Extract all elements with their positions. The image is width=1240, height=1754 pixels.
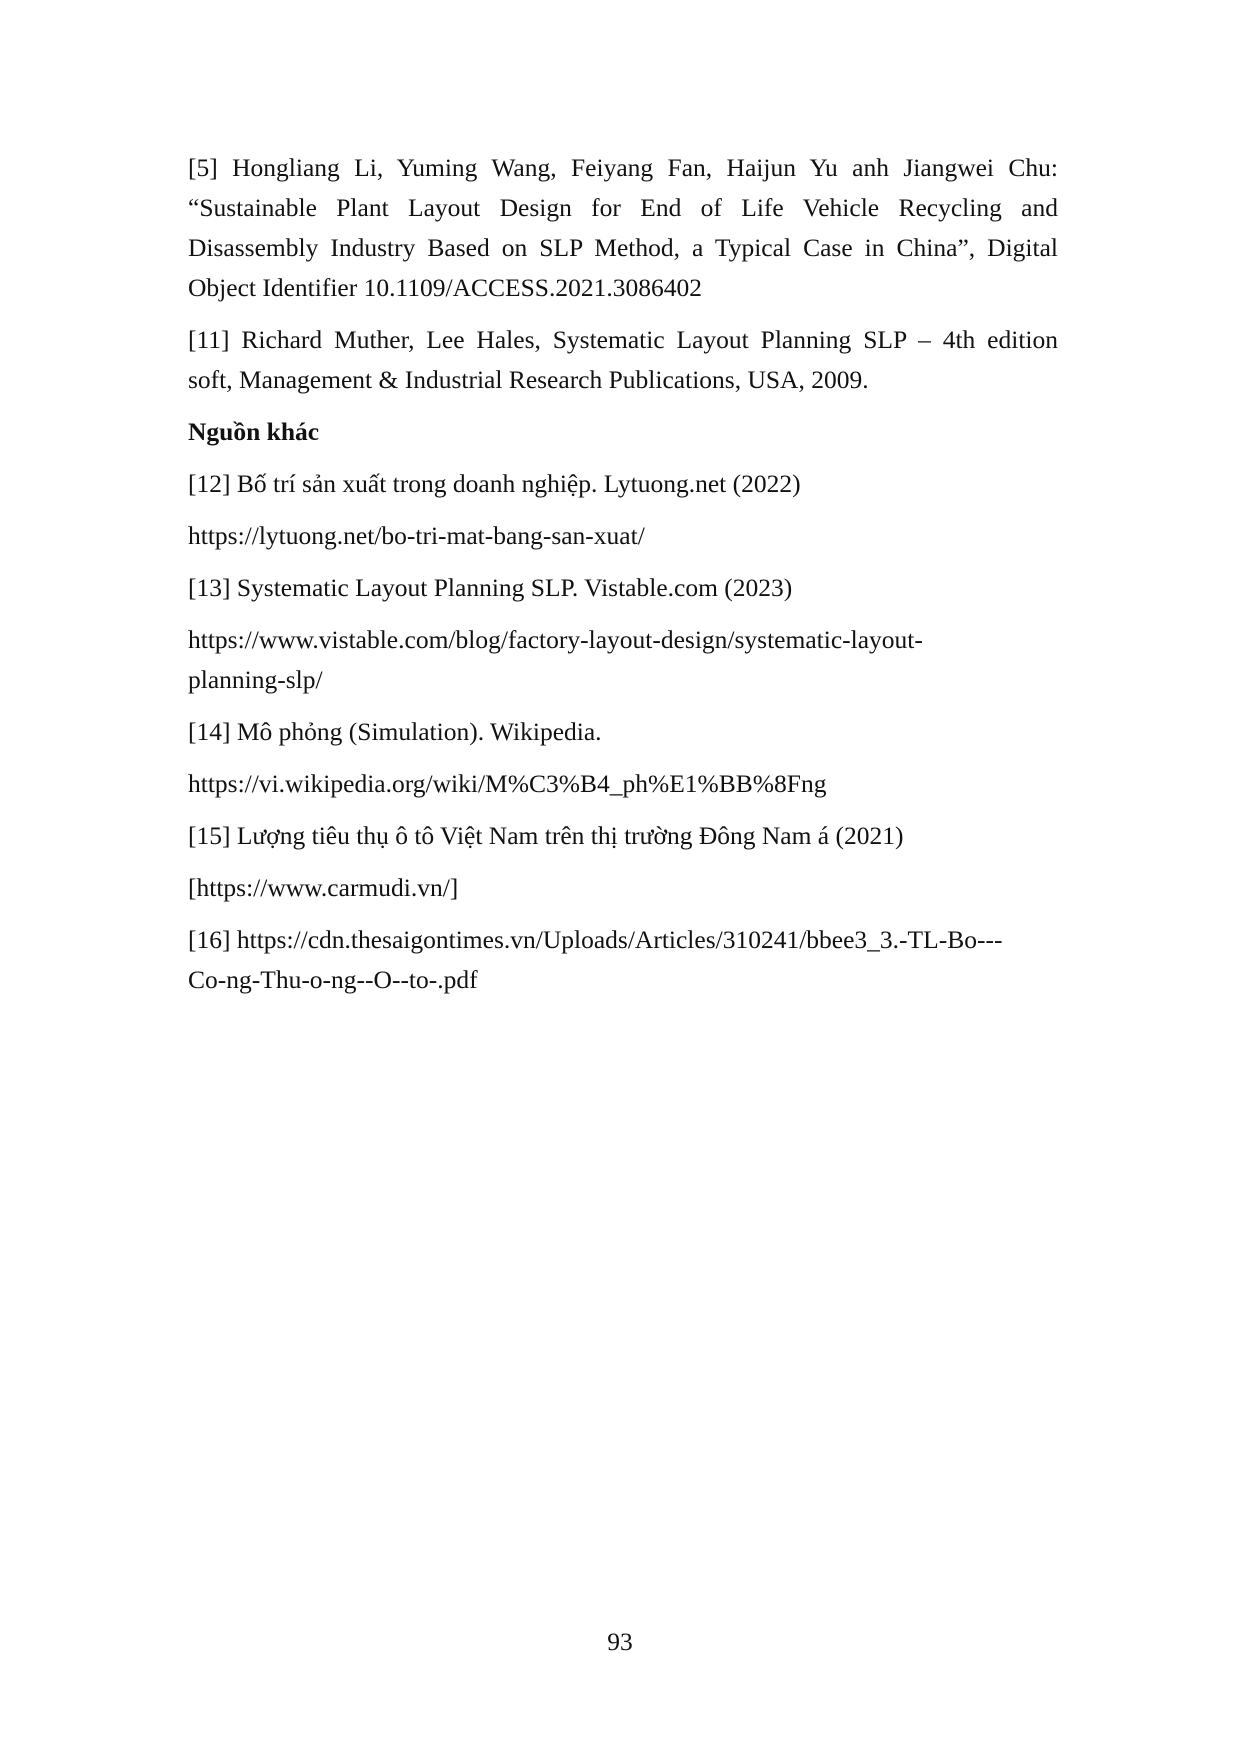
reference-14-title: [14] Mô phỏng (Simulation). Wikipedia. (188, 717, 602, 746)
reference-5-line-2: “Sustainable Plant Layout Design for End of Life Vehicle Recycling and (188, 193, 1058, 222)
reference-13-url-line-1: https://www.vistable.com/blog/factory-layout-design/systematic-layout- (188, 625, 923, 654)
reference-14-url: https://vi.wikipedia.org/wiki/M%C3%B4_ph%E1%BB%8Fng (188, 769, 827, 798)
reference-16 (188, 920, 1058, 1000)
document-body (188, 148, 1058, 1012)
reference-11-line-2: soft, Management & Industrial Research Publications, USA, 2009. (188, 365, 869, 394)
reference-15-url: [https://www.carmudi.vn/] (188, 873, 459, 902)
reference-12-url: https://lytuong.net/bo-tri-mat-bang-san-xuat/ (188, 521, 645, 550)
reference-13-url (188, 620, 1058, 700)
reference-16-line-1: [16] https://cdn.thesaigontimes.vn/Uploads/Articles/310241/bbee3_3.-TL-Bo--- (188, 925, 1003, 954)
reference-5-line-4: Object Identifier 10.1109/ACCESS.2021.3086402 (188, 273, 702, 302)
section-heading-other-sources: Nguồn khác (188, 417, 320, 446)
reference-5-line-1: [5] Hongliang Li, Yuming Wang, Feiyang Fan, Haijun Yu anh Jiangwei Chu: (188, 153, 1058, 182)
reference-5 (188, 148, 1058, 308)
reference-13-url-line-2: planning-slp/ (188, 665, 323, 694)
reference-11-line-1: [11] Richard Muther, Lee Hales, Systematic Layout Planning SLP – 4th edition (188, 325, 1058, 354)
reference-13-title: [13] Systematic Layout Planning SLP. Vistable.com (2023) (188, 573, 793, 602)
page-number: 93 (607, 1627, 633, 1656)
reference-11 (188, 320, 1058, 400)
reference-16-line-2: Co-ng-Thu-o-ng--O--to-.pdf (188, 965, 478, 994)
reference-5-line-3: Disassembly Industry Based on SLP Method, a Typical Case in China”, Digital (188, 233, 1058, 262)
reference-12-title: [12] Bố trí sản xuất trong doanh nghiệp. Lytuong.net (2022) (188, 469, 801, 498)
reference-15-title: [15] Lượng tiêu thụ ô tô Việt Nam trên thị trường Đông Nam á (2021) (188, 821, 904, 850)
